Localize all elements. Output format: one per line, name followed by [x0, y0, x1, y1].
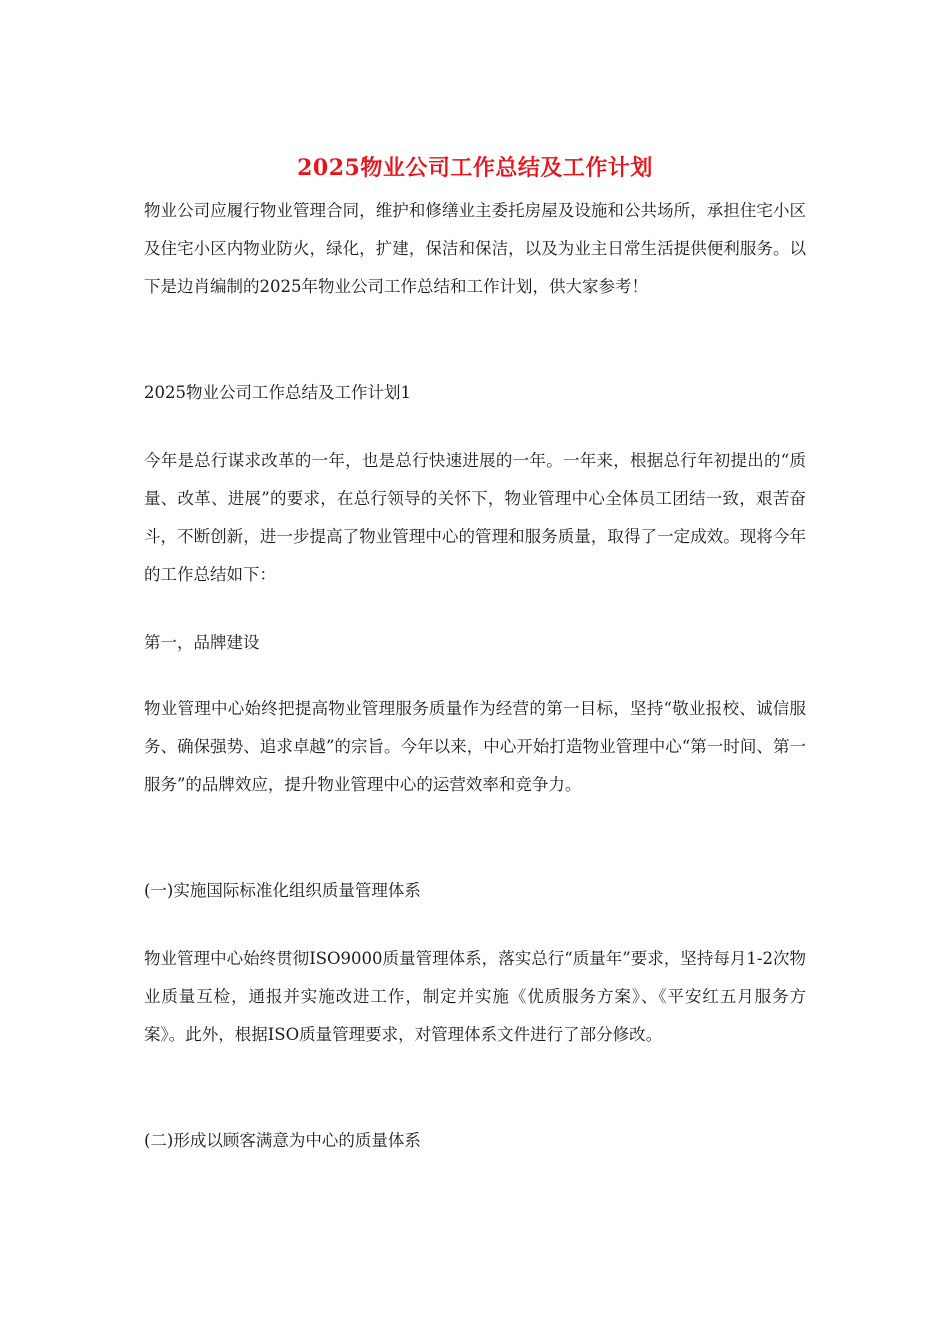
section-heading-brand: 第一，品牌建设 — [144, 633, 260, 652]
brand-paragraph: 物业管理中心始终把提高物业管理服务质量作为经营的第一目标，坚持“敬业报校、诚信服务、确保强势、追求卓越”的宗旨。今年以来，中心开始打造物业管理中心“第一时间、第一服务”的品牌效应，提升物业管理中心的运营效率和竞争力。 — [144, 699, 806, 794]
intro-paragraph: 物业公司应履行物业管理合同，维护和修缮业主委托房屋及设施和公共场所，承担住宅小区及住宅小区内物业防火，绿化，扩建，保洁和保洁，以及为业主日常生活提供便利服务。以下是边肖编制的2025年物业公司工作总结和工作计划，供大家参考！ — [144, 201, 806, 296]
document-title: 2025物业公司工作总结及工作计划 — [297, 155, 653, 181]
subheading-iso: (一)实施国际标准化组织质量管理体系 — [144, 881, 421, 900]
summary-paragraph: 今年是总行谋求改革的一年，也是总行快速进展的一年。一年来，根据总行年初提出的“质量、改革、进展”的要求，在总行领导的关怀下，物业管理中心全体员工团结一致，艰苦奋斗，不断创新，进一步提高了物业管理中心的管理和服务质量，取得了一定成效。现将今年的工作总结如下： — [144, 451, 806, 584]
iso-paragraph: 物业管理中心始终贯彻ISO9000质量管理体系，落实总行“质量年”要求，坚持每月1-2次物业质量互检，通报并实施改进工作，制定并实施《优质服务方案》、《平安红五月服务方案》。此外，根据ISO质量管理要求，对管理体系文件进行了部分修改。 — [144, 949, 806, 1044]
subheading-customer: (二)形成以顾客满意为中心的质量体系 — [144, 1131, 421, 1150]
section-heading-plan-1: 2025物业公司工作总结及工作计划1 — [144, 383, 411, 402]
